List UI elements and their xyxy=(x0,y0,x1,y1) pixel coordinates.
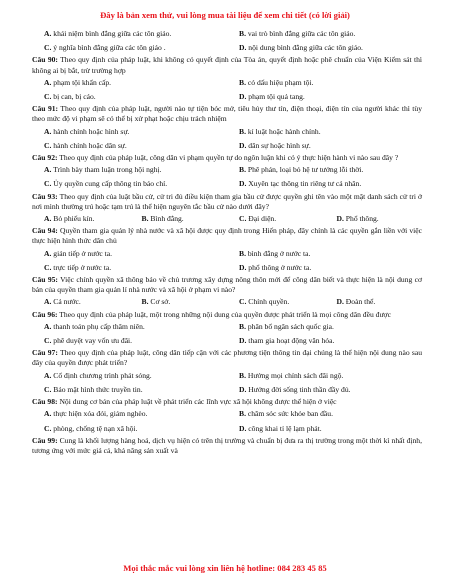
option-letter: C. xyxy=(44,336,52,346)
option-letter: A. xyxy=(44,29,52,38)
answer-option xyxy=(227,385,422,395)
option-text: thanh toán phụ cấp thâm niên. xyxy=(53,321,145,331)
question-text: Theo quy định của pháp luật, công dân tiếp cận với các phương tiện thông tin đại chúng là thể hiện nội dung nào sau đây của quyền được phát triển? xyxy=(32,348,423,368)
option-text: gián tiếp ở nước ta. xyxy=(53,248,113,258)
option-letter: B. xyxy=(239,126,246,136)
option-text: công khai tỉ lệ lạm phát. xyxy=(248,423,322,433)
question-stem xyxy=(32,310,422,320)
answer-option xyxy=(227,179,422,189)
option-text: hành chính hoặc dân sự. xyxy=(53,140,127,150)
option-text: chăm sóc sức khỏe ban đầu. xyxy=(247,409,333,419)
answer-option xyxy=(32,322,227,332)
question-stem xyxy=(32,348,422,368)
answer-option xyxy=(32,165,227,175)
answer-option xyxy=(32,43,227,53)
answer-option xyxy=(227,141,422,151)
answer-option xyxy=(32,336,227,346)
option-letter: A. xyxy=(44,370,52,380)
answer-option xyxy=(32,179,227,189)
answer-option xyxy=(130,297,228,307)
answer-option xyxy=(32,78,227,88)
answer-option xyxy=(227,297,325,307)
option-text: ý nghĩa bình đẳng giữa các tôn giáo . xyxy=(53,43,166,53)
option-text: Bình đẳng. xyxy=(150,214,184,224)
option-letter: A. xyxy=(44,321,52,331)
answer-options xyxy=(32,27,422,55)
option-text: thực hiện xóa đói, giảm nghèo. xyxy=(53,409,148,419)
answer-option xyxy=(227,336,422,346)
option-text: trực tiếp ở nước ta. xyxy=(53,262,112,272)
option-text: Ủy quyền cung cấp thông tin báo chí. xyxy=(53,179,168,189)
answer-option xyxy=(32,127,227,137)
option-letter: D. xyxy=(239,92,247,102)
question-block xyxy=(32,226,422,275)
answer-options xyxy=(32,407,422,435)
answer-option xyxy=(32,297,130,307)
question-stem xyxy=(32,55,422,75)
question-block xyxy=(32,55,422,104)
option-letter: C. xyxy=(239,297,247,307)
option-text: Bảo mật hình thức truyền tin. xyxy=(53,384,143,394)
option-text: Hưởng mọi chính sách đãi ngộ. xyxy=(247,370,344,380)
answer-option xyxy=(227,165,422,175)
option-letter: B. xyxy=(239,29,246,38)
answer-option xyxy=(227,371,422,381)
question-text: Nội dung cơ bản của pháp luật về phát triển các lĩnh vực xã hội không được thể hiện ở việc xyxy=(59,397,337,407)
question-block xyxy=(32,275,422,310)
question-text: Theo quy định của pháp luật, khi không có quyết định của Tòa án, quyết định hoặc phê chuẩn của Viện Kiểm sát thì không ai bị bắt, trừ trường hợp xyxy=(32,55,422,75)
option-text: khái niệm bình đẳng giữa các tôn giáo. xyxy=(53,29,172,38)
option-text: bình đẳng ở nước ta. xyxy=(247,248,311,258)
option-text: vai trò bình đẳng giữa các tôn giáo. xyxy=(247,29,356,38)
question-block xyxy=(32,192,422,227)
answer-options xyxy=(32,212,422,226)
answer-option xyxy=(32,29,227,39)
answer-option xyxy=(227,409,422,419)
answer-option xyxy=(32,385,227,395)
answer-option xyxy=(32,424,227,434)
option-text: Hưởng đời sống tinh thần đầy đủ. xyxy=(248,384,351,394)
answer-option xyxy=(32,214,130,224)
option-text: bị can, bị cáo. xyxy=(53,92,96,102)
option-text: hành chính hoặc hình sự. xyxy=(53,126,130,136)
option-letter: A. xyxy=(44,297,52,307)
option-letter: C. xyxy=(44,92,52,102)
option-letter: C. xyxy=(44,140,52,150)
option-letter: B. xyxy=(141,214,149,224)
answer-options xyxy=(32,163,422,191)
option-text: dân sự hoặc hình sự. xyxy=(248,140,311,150)
hotline-footer: Mọi thắc mắc vui lòng xin liên hệ hotline: 084 283 45 85 xyxy=(123,563,327,573)
question-number: Câu 93: xyxy=(32,191,58,201)
question-text: Theo quy định của pháp luật, một trong những nội dung của quyền được phát triển là mọi công dân đều được xyxy=(59,309,391,319)
question-text: Theo quy định của luật bầu cử, cử tri đủ điều kiện tham gia bầu cử được quyền ghi tên vào một mặt danh sách cử tri ở nơi mình thường trú hoặc tạm trú là thể hiện nguyên tắc bầu cử nào dưới đây? xyxy=(32,191,423,211)
question-text: Theo quy định của pháp luật, người nào tự tiện bóc mở, tiêu hủy thư tín, điện thoại, điện tín của người khác thì tùy theo mức độ vi phạm sẽ có thể bị xử phạt hoặc chịu trách nhiệm xyxy=(32,104,423,124)
answer-options xyxy=(32,369,422,397)
option-letter: A. xyxy=(44,409,52,419)
option-letter: C. xyxy=(44,384,52,394)
option-letter: D. xyxy=(239,336,247,346)
option-text: Trình bày tham luận trong hội nghị. xyxy=(53,165,162,175)
question-stem xyxy=(32,104,422,124)
option-letter: A. xyxy=(44,214,52,224)
answer-option xyxy=(227,127,422,137)
question-block xyxy=(32,310,422,349)
option-text: Cả nước. xyxy=(53,297,81,307)
option-letter: D. xyxy=(239,179,247,189)
option-text: phòng, chống tệ nạn xã hội. xyxy=(53,423,138,433)
option-letter: D. xyxy=(336,297,344,307)
option-text: nội dung bình đẳng giữa các tôn giáo. xyxy=(248,43,363,53)
answer-option xyxy=(227,92,422,102)
option-letter: B. xyxy=(239,321,246,331)
answer-option xyxy=(325,297,423,307)
option-letter: A. xyxy=(44,126,52,136)
option-letter: B. xyxy=(141,297,149,307)
question-number: Câu 94: xyxy=(32,226,58,236)
answer-option xyxy=(227,29,422,39)
option-text: có dấu hiệu phạm tội. xyxy=(247,77,314,87)
option-text: phân bổ ngân sách quốc gia. xyxy=(247,321,334,331)
answer-options xyxy=(32,320,422,348)
question-block xyxy=(32,348,422,397)
option-text: phạm tội quả tang. xyxy=(248,92,305,102)
option-text: phạm tội khẩn cấp. xyxy=(53,77,112,87)
question-number: Câu 91: xyxy=(32,104,59,114)
option-text: Đoàn thể. xyxy=(345,297,376,307)
option-letter: B. xyxy=(239,165,246,175)
preview-header: Đây là bản xem thử, vui lòng mua tài liệu để xem chi tiết (có lời giải) xyxy=(100,10,350,20)
option-letter: A. xyxy=(44,77,52,87)
question-stem xyxy=(32,153,422,163)
question-number: Câu 99: xyxy=(32,435,58,445)
question-stem xyxy=(32,436,422,456)
answer-option xyxy=(227,214,325,224)
option-text: Cổ định chương trình phát sóng. xyxy=(53,370,152,380)
answer-option xyxy=(130,214,228,224)
question-number: Câu 97: xyxy=(32,348,58,358)
question-list xyxy=(32,27,422,456)
answer-option xyxy=(32,263,227,273)
option-letter: B. xyxy=(239,248,246,258)
option-letter: C. xyxy=(44,423,52,433)
option-letter: C. xyxy=(44,262,52,272)
question-text: Cung là khối lượng hàng hoá, dịch vụ hiện có trên thị trường và chuẩn bị đưa ra thị trường trong một thời kì nhất định, tương ứng với mức giá cả, khả năng sản xuất và xyxy=(32,435,422,455)
option-text: phê duyệt vay vốn ưu đãi. xyxy=(53,336,133,346)
option-letter: D. xyxy=(239,384,247,394)
answer-option xyxy=(32,92,227,102)
answer-option xyxy=(32,141,227,151)
option-letter: B. xyxy=(239,77,246,87)
answer-option xyxy=(32,409,227,419)
question-text: Quyền tham gia quản lý nhà nước và xã hội được quy định trong Hiến pháp, đây chính là các quyền gắn liền với việc thực hiện hình thức dân chủ xyxy=(32,226,422,246)
question-number: Câu 98: xyxy=(32,397,58,407)
option-letter: D. xyxy=(239,423,247,433)
question-stem xyxy=(32,226,422,246)
option-letter: B. xyxy=(239,370,246,380)
option-letter: A. xyxy=(44,165,52,175)
option-letter: A. xyxy=(44,248,52,258)
option-text: Phê phán, loại bỏ hệ tư tưởng lỗi thời. xyxy=(247,165,364,175)
question-block xyxy=(32,27,422,55)
answer-options xyxy=(32,247,422,275)
option-text: tham gia hoạt động văn hóa. xyxy=(248,336,335,346)
option-letter: D. xyxy=(239,262,247,272)
question-block xyxy=(32,436,422,456)
option-letter: C. xyxy=(44,43,52,53)
option-text: kỉ luật hoặc hành chính. xyxy=(247,126,321,136)
question-block xyxy=(32,104,422,153)
question-number: Câu 90: xyxy=(32,55,58,65)
answer-options xyxy=(32,295,422,309)
question-stem xyxy=(32,397,422,407)
option-letter: D. xyxy=(336,214,344,224)
question-stem xyxy=(32,275,422,295)
question-number: Câu 95: xyxy=(32,275,58,285)
answer-option xyxy=(325,214,423,224)
answer-option xyxy=(227,263,422,273)
question-block xyxy=(32,153,422,192)
option-text: Đại diện. xyxy=(248,214,277,224)
answer-option xyxy=(227,424,422,434)
question-stem xyxy=(32,192,422,212)
option-letter: B. xyxy=(239,409,246,419)
option-text: Bỏ phiếu kín. xyxy=(53,214,95,224)
answer-option xyxy=(227,249,422,259)
option-text: Cơ sở. xyxy=(150,297,171,307)
option-text: Phổ thông. xyxy=(345,214,379,224)
option-text: phổ thông ở nước ta. xyxy=(248,262,312,272)
option-letter: C. xyxy=(44,179,52,189)
option-text: Chính quyền. xyxy=(248,297,290,307)
question-text: Theo quy định của pháp luật, công dân vi phạm quyền tự do ngôn luận khi có ý thực hiện hành vi nào sau đây ? xyxy=(59,153,399,163)
option-letter: D. xyxy=(239,43,247,53)
question-block xyxy=(32,397,422,436)
answer-option xyxy=(227,78,422,88)
question-text: Việc chính quyền xã thông báo về chủ trương xây dựng nông thôn mới để công dân biết và thực hiện là nội dung cơ bản của quyền tham gia quản lí nhà nước và xã hội ở phạm vi nào? xyxy=(32,275,422,295)
option-text: Xuyên tạc thông tin riêng tư cá nhân. xyxy=(248,179,362,189)
answer-option xyxy=(32,371,227,381)
answer-option xyxy=(32,249,227,259)
answer-option xyxy=(227,322,422,332)
question-number: Câu 96: xyxy=(32,309,58,319)
answer-options xyxy=(32,76,422,104)
answer-options xyxy=(32,125,422,153)
answer-option xyxy=(227,43,422,53)
question-number: Câu 92: xyxy=(32,153,58,163)
option-letter: D. xyxy=(239,140,247,150)
option-letter: C. xyxy=(239,214,247,224)
